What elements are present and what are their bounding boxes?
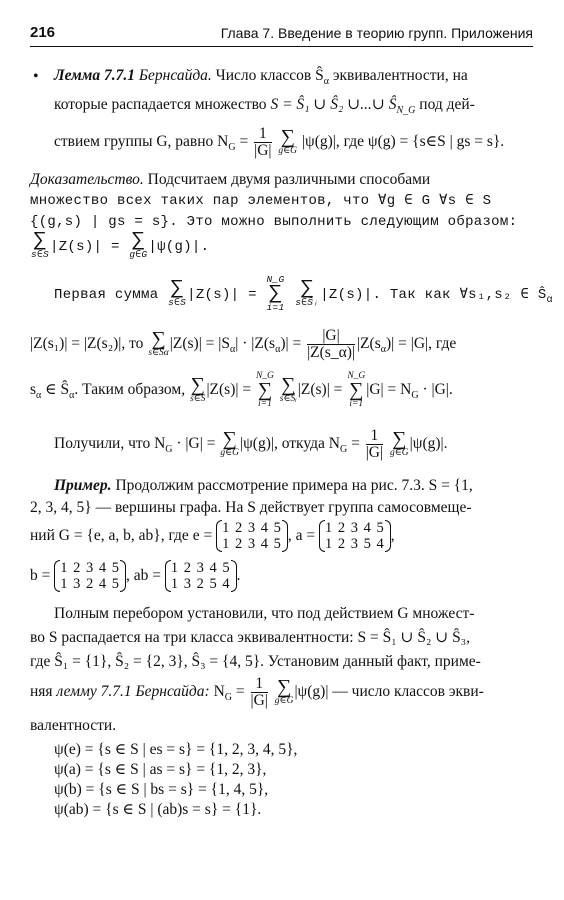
- lemma-line-3: ствием группы G, равно $N_G$ = $\frac{1}{|G|}$ ∑ g∈G |ψ(g)|, где ψ(g) = {s∈S | gs = s}.: [54, 124, 505, 159]
- permutation-a: 1 2 3 4 5 1 2 3 5 4: [319, 520, 391, 552]
- para3-line: Получили, что $N_G \cdot |G|$ = ∑ g∈G |ψ(g)|, откуда $N_G$ = $\frac{1}{|G|}$ ∑ g∈G |ψ(g)|.: [54, 426, 448, 461]
- header-rule: [30, 46, 533, 47]
- bullet: •: [33, 68, 39, 85]
- para2-line-2: |Z(s₁)| = |Z(s₂)|, то ∑ s∈Ŝα $|Z(s)| = |S_\alpha| \cdot |Z(s_\alpha)|$ = $\frac{|G|}{|Z(s\_\alpha)|}$ $|Z(s_\alpha)| = |G|$, где: [30, 326, 457, 361]
- proof-line-4: ∑ s∈S |Z(s)| = ∑ g∈G |ψ(g)|.: [31, 229, 210, 261]
- lemma-line-2: которые распадается множество S = Ŝ₁ ∪ Ŝ₂ ∪...∪ $Ŝ_{N\_G}$ под дей-: [54, 96, 475, 116]
- permutation-b: 1 2 3 4 5 1 3 2 4 5: [54, 560, 126, 592]
- running-title: Глава 7. Введение в теорию групп. Приложения: [220, 25, 533, 41]
- proof-line-3: {(g,s) | gs = s}. Это можно выполнить следующим образом:: [30, 214, 518, 230]
- para4-line-5: валентности.: [30, 717, 117, 734]
- example-line-3: ний G = {e, a, b, ab}, где e = 1 2 3 4 5 1 2 3 4 5 , a = 1 2 3 4 5 1 2 3 5 4 ,: [30, 520, 395, 553]
- para4-line-4: няя лемму 7.7.1 Бернсайда: $N_G$ = $\frac{1}{|G|}$ ∑ g∈G |ψ(g)| — число классов экви-: [30, 674, 484, 709]
- psi-e: ψ(e) = {s ∈ S | es = s} = {1, 2, 3, 4, 5},: [54, 741, 298, 758]
- sum-symbol: ∑ g∈G: [278, 126, 298, 157]
- lemma-line-1: Лемма 7.7.1 Бернсайда. Число классов $Ŝ_\alpha$ эквивалентности, на: [54, 67, 468, 87]
- permutation-e: 1 2 3 4 5 1 2 3 4 5: [216, 520, 288, 552]
- example-line-2: 2, 3, 4, 5} — вершины графа. На S действует группа самосовмеще-: [30, 499, 472, 516]
- psi-b: ψ(b) = {s ∈ S | bs = s} = {1, 4, 5},: [54, 781, 269, 798]
- example-line-1: Пример. Продолжим рассмотрение примера на рис. 7.3. S = {1,: [54, 477, 473, 494]
- proof-line-1: Доказательство. Подсчитаем двумя различными способами: [30, 171, 431, 188]
- fraction: $\frac{1}{|G|}$: [254, 124, 272, 159]
- lemma-name: Бернсайда.: [138, 67, 212, 84]
- para2-line-3: $s_\alpha$ ∈ $Ŝ_\alpha$. Таким образом, ∑ s∈S |Z(s)| = N_G ∑ i=1 ∑ s∈Ŝᵢ |Z(s)| = N_G ∑ i=1 $|G| = N_G \cdot |G|$.: [30, 371, 453, 410]
- para2-line-1: Первая сумма ∑ s∈S |Z(s)| = N_G ∑ i=1 ∑ s∈Ŝᵢ |Z(s)|. Так как ∀s₁,s₂ ∈ $Ŝ_\alpha$: [54, 274, 553, 314]
- page-number: 216: [30, 24, 56, 41]
- proof-line-2: множество всех таких пар элементов, что ∀g ∈ G ∀s ∈ S: [30, 193, 492, 209]
- para4-line-3: где Ŝ₁ = {1}, Ŝ₂ = {2, 3}, Ŝ₃ = {4, 5}. Установим данный факт, приме-: [30, 653, 481, 670]
- lemma-label: Лемма 7.7.1: [54, 67, 135, 84]
- psi-ab: ψ(ab) = {s ∈ S | (ab)s = s} = {1}.: [54, 801, 262, 818]
- page-header: [30, 22, 533, 44]
- psi-a: ψ(a) = {s ∈ S | as = s} = {1, 2, 3},: [54, 761, 267, 778]
- para4-line-2: во S распадается на три класса эквивалентности: S = Ŝ₁ ∪ Ŝ₂ ∪ Ŝ₃,: [30, 629, 470, 646]
- example-line-4: b = 1 2 3 4 5 1 3 2 4 5 , ab = 1 2 3 4 5 1 3 2 5 4 .: [30, 560, 241, 593]
- para4-line-1: Полным перебором установили, что под действием G множест-: [54, 605, 475, 622]
- permutation-ab: 1 2 3 4 5 1 3 2 5 4: [165, 560, 237, 592]
